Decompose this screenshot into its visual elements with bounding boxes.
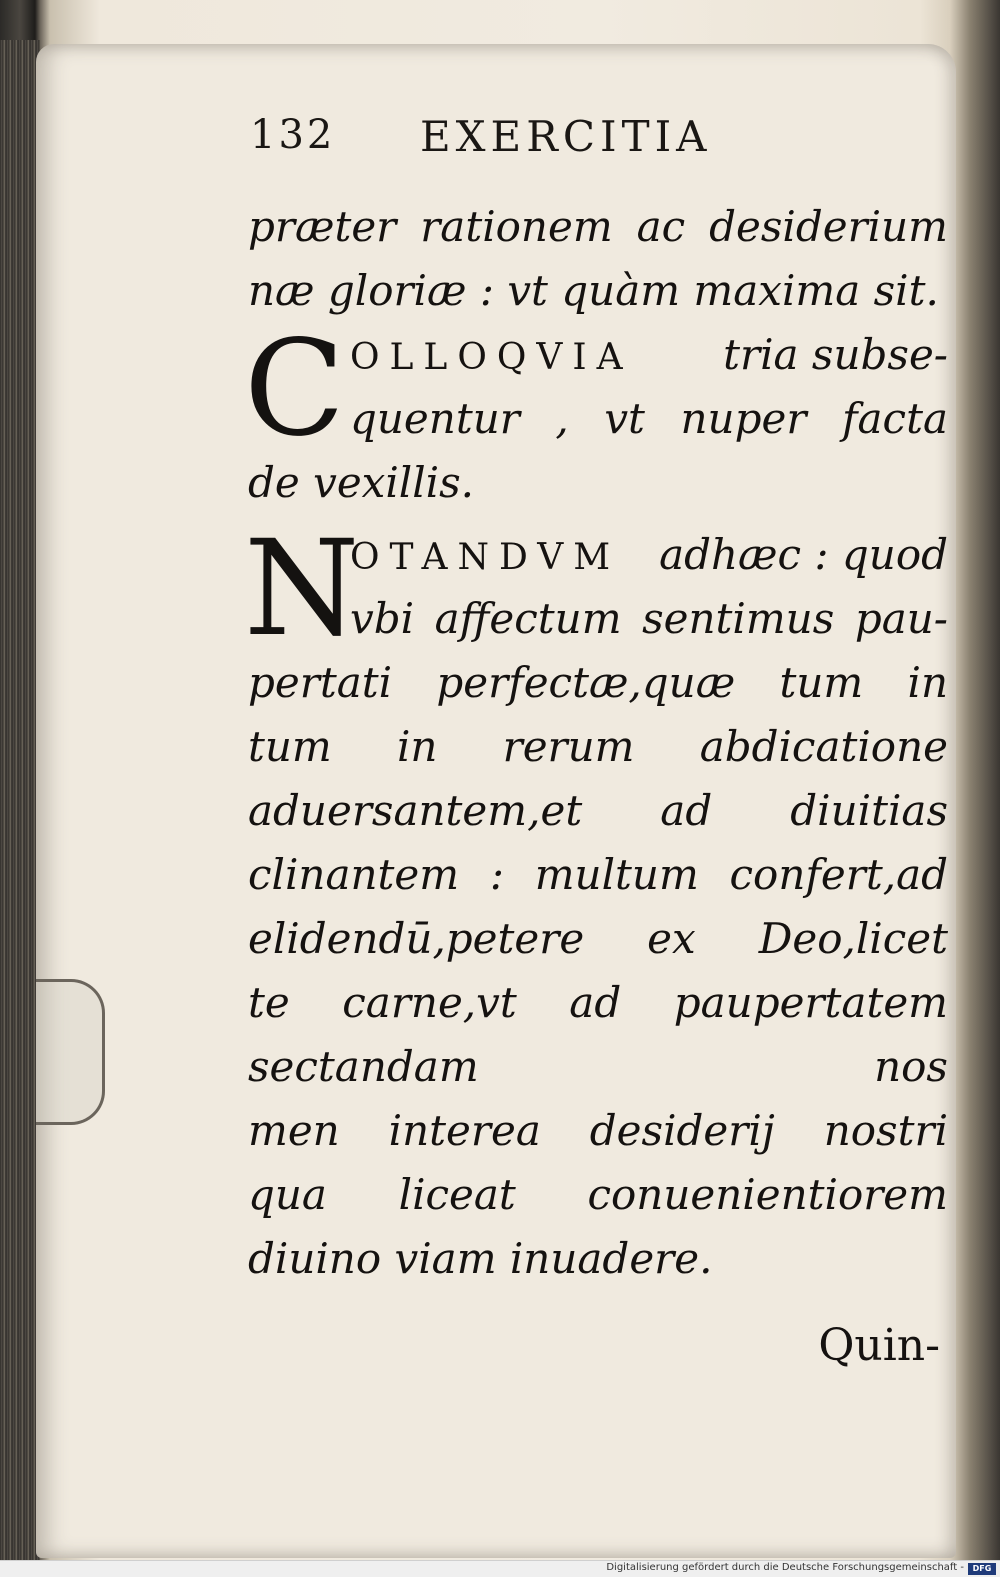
catchword: Quin- xyxy=(818,1320,940,1371)
bookmark-clip xyxy=(36,979,105,1125)
page-number: 132 xyxy=(250,112,336,158)
lead-word: OTANDVM xyxy=(350,537,621,578)
funding-notice: Digitalisierung gefördert durch die Deutsche Forschungsgemeinschaft - xyxy=(606,1562,964,1573)
text-line: næ gloriæ : vt quàm maxima sit. xyxy=(248,266,939,315)
drop-cap-c: C xyxy=(244,312,345,466)
text-line: quentur , vt nuper facta xyxy=(350,394,948,443)
line-tail: tria subse- xyxy=(723,330,948,379)
page-header xyxy=(250,112,810,172)
text-line: pertati perfectæ,quæ tum in xyxy=(248,658,948,707)
text-line: elidendū,petere ex Deo,licet xyxy=(248,914,948,963)
running-head: EXERCITIA xyxy=(420,112,712,161)
line-tail: adhæc : quod xyxy=(659,530,948,579)
book-page-edges xyxy=(0,40,40,1560)
text-line: qua liceat conuenientiorem xyxy=(248,1170,948,1219)
text-line: clinantem : multum confert,ad xyxy=(248,850,948,899)
text-line: aduersantem,et ad diuitias xyxy=(248,786,948,835)
text-line xyxy=(248,323,948,387)
text-line: vbi affectum sentimus pau- xyxy=(350,594,948,643)
paragraph-notandum xyxy=(244,512,948,1291)
drop-cap-n: N xyxy=(244,512,360,666)
lead-word: OLLOQVIA xyxy=(350,337,633,378)
body-text xyxy=(244,195,948,1291)
text-line: tum in rerum abdicatione xyxy=(248,722,948,771)
text-line: diuino viam inuadere. xyxy=(248,1234,713,1283)
dfg-logo: DFG xyxy=(968,1563,996,1575)
paragraph-colloquia xyxy=(244,312,948,515)
text-line: men interea desiderij nostri xyxy=(248,1106,948,1155)
footer-bar xyxy=(0,1560,1000,1577)
text-line: præter rationem ac desiderium xyxy=(248,202,948,251)
text-line: te carne,vt ad paupertatem xyxy=(248,978,948,1027)
text-line: sectandam nos xyxy=(248,1042,948,1091)
text-line: de vexillis. xyxy=(248,458,474,507)
